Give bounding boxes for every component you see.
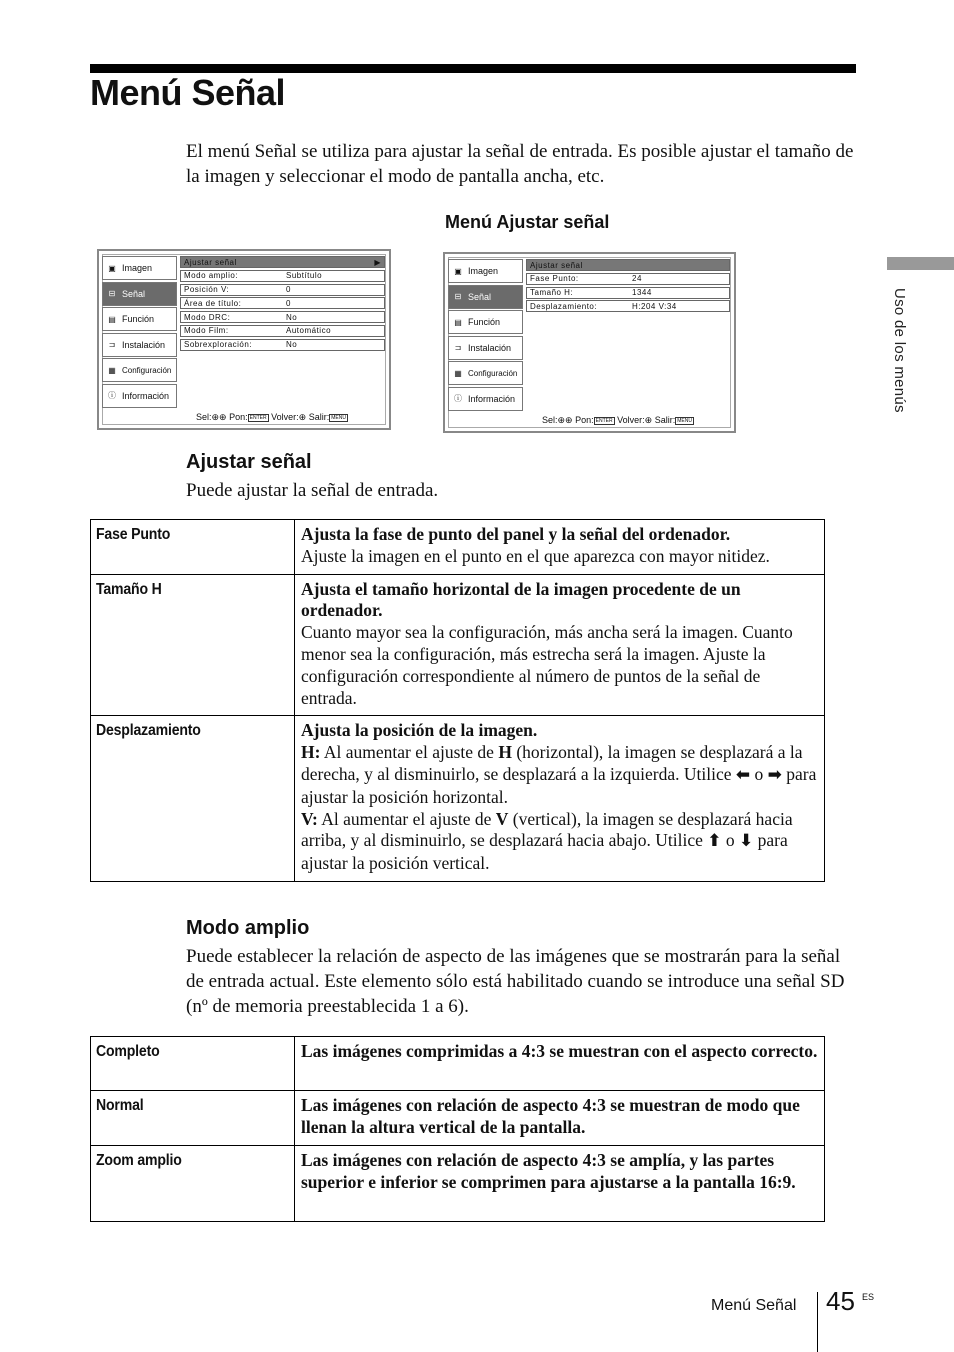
menu-header-row[interactable]: Ajustar señal	[526, 259, 730, 271]
row-label: Zoom amplio	[91, 1146, 295, 1222]
menu-rows	[180, 256, 385, 353]
row-description: Las imágenes comprimidas a 4:3 se muestran con el aspecto correcto.	[295, 1037, 825, 1091]
menu-row[interactable]: Tamaño H: 1344	[526, 287, 730, 299]
setup-icon: ▦	[108, 365, 116, 375]
arrow-down-icon: ⬇	[738, 831, 754, 852]
installation-icon: ⊐	[108, 340, 116, 350]
screen-footer: Sel:⊕⊕ Pon: ENTER Volver:⊕ Salir: MENU	[196, 412, 346, 422]
table-row	[91, 716, 825, 882]
row-description: Ajusta la posición de la imagen. H: Al aumentar el ajuste de H (horizontal), la imagen se desplazará a la derecha, y al disminuirlo, se desplazará a la izquierda. Utilice ⬅ o ➡ para ajustar la posición horizontal. V: Al aumentar el ajuste de V (vertical), la imagen se desplazará hacia arriba, y al disminuirlo, se desplazará hacia abajo. Utilice ⬆ o ⬇ para ajustar la posición vertical.	[295, 716, 825, 882]
tab-funcion[interactable]: ▤ Función	[102, 307, 177, 331]
tab-informacion[interactable]: ⓘ Información	[448, 387, 523, 411]
tab-informacion[interactable]: ⓘ Información	[102, 384, 177, 408]
menu-caption: Menú Ajustar señal	[445, 212, 610, 232]
installation-icon: ⊐	[454, 343, 462, 353]
arrow-right-icon: ➡	[767, 764, 782, 785]
row-description: Las imágenes con relación de aspecto 4:3 se muestran de modo que llenan la altura vertical de la pantalla.	[295, 1091, 825, 1146]
updown-icon: ⊕⊕	[211, 412, 227, 422]
row-label: Completo	[91, 1037, 295, 1091]
menu-tabs	[448, 259, 523, 413]
function-icon: ▤	[108, 314, 116, 324]
tab-senal[interactable]: ⊟ Señal	[448, 285, 523, 309]
menu-row[interactable]: Fase Punto: 24	[526, 273, 730, 285]
table-row	[91, 1146, 825, 1222]
section-tab	[887, 257, 954, 270]
menu-screen-1	[97, 249, 391, 430]
side-label: Uso de los menús	[891, 288, 908, 413]
tab-configuracion[interactable]: ▦ Configuración	[102, 358, 177, 382]
tab-senal[interactable]: ⊟ Señal	[102, 282, 177, 306]
menu-row[interactable]: Modo Film: Automático	[180, 325, 385, 337]
footer-section-label: Menú Señal	[711, 1297, 797, 1314]
image-icon: ▣	[108, 263, 116, 273]
ajustar-heading: Ajustar señal	[186, 451, 312, 473]
tab-funcion[interactable]: ▤ Función	[448, 310, 523, 334]
footer-divider	[817, 1292, 818, 1352]
tab-instalacion[interactable]: ⊐ Instalación	[448, 336, 523, 360]
modo-heading: Modo amplio	[186, 917, 310, 939]
ajustar-text: Puede ajustar la señal de entrada.	[186, 480, 439, 501]
page-title: Menú Señal	[90, 72, 286, 113]
enter-key: ENTER	[595, 417, 613, 424]
setup-icon: ▦	[454, 368, 462, 378]
table-row	[91, 520, 825, 575]
menu-header-row[interactable]: Ajustar señal ▶	[180, 256, 385, 268]
menu-row[interactable]: Desplazamiento: H:204 V:34	[526, 300, 730, 312]
updown-icon: ⊕⊕	[557, 415, 573, 425]
arrow-up-icon: ⬆	[707, 831, 722, 852]
back-icon: ⊕	[644, 415, 653, 425]
info-icon: ⓘ	[454, 394, 462, 404]
signal-icon: ⊟	[454, 292, 462, 302]
menu-key: MENU	[331, 414, 346, 421]
intro-text: El menú Señal se utiliza para ajustar la señal de entrada. Es posible ajustar el tamaño de la imagen y seleccionar el modo de pantalla ancha, etc.	[186, 141, 854, 187]
menu-row[interactable]: Modo amplio: Subtítulo	[180, 270, 385, 282]
signal-icon: ⊟	[108, 289, 116, 299]
modo-text: Puede establecer la relación de aspecto de las imágenes que se mostrarán para la señal de entrada actual. Este elemento sólo está habilitado cuando se introduce una señal SD (nº de memoria preestablecida 1 a 6).	[186, 946, 845, 1017]
tab-configuracion[interactable]: ▦ Configuración	[448, 361, 523, 385]
menu-row[interactable]: Área de título: 0	[180, 297, 385, 309]
menu-row[interactable]: Posición V: 0	[180, 284, 385, 296]
row-label: Tamaño H	[91, 574, 295, 716]
row-label: Fase Punto	[91, 520, 295, 575]
tab-instalacion[interactable]: ⊐ Instalación	[102, 333, 177, 357]
language-code: ES	[862, 1292, 875, 1302]
enter-key: ENTER	[249, 414, 267, 421]
image-icon: ▣	[454, 266, 462, 276]
menu-key: MENU	[677, 417, 692, 424]
function-icon: ▤	[454, 317, 462, 327]
menu-rows	[526, 259, 730, 314]
modo-table	[90, 1036, 825, 1222]
screen-footer: Sel:⊕⊕ Pon: ENTER Volver:⊕ Salir: MENU	[542, 415, 692, 425]
page-number: 45	[826, 1286, 855, 1316]
info-icon: ⓘ	[108, 391, 116, 401]
ajustar-table	[90, 519, 825, 882]
tab-imagen[interactable]: ▣ Imagen	[448, 259, 523, 283]
row-description: Ajusta el tamaño horizontal de la imagen procedente de un ordenador. Cuanto mayor sea la configuración, más ancha será la imagen. Cuanto menor sea la configuración, más estrecha será la imagen. Ajuste la configuración correspondiente al número de puntos de la señal de entrada.	[295, 574, 825, 716]
row-description: Las imágenes con relación de aspecto 4:3 se amplía, y las partes superior e inferior se comprimen para ajustarse a la pantalla 16:9.	[295, 1146, 825, 1222]
row-description: Ajusta la fase de punto del panel y la señal del ordenador. Ajuste la imagen en el punto en el que aparezca con mayor nitidez.	[295, 520, 825, 575]
table-row	[91, 1037, 825, 1091]
menu-row[interactable]: Sobrexploración: No	[180, 339, 385, 351]
table-row	[91, 1091, 825, 1146]
row-label: Desplazamiento	[91, 716, 295, 882]
tab-imagen[interactable]: ▣ Imagen	[102, 256, 177, 280]
menu-screen-2	[443, 252, 736, 433]
arrow-left-icon: ⬅	[735, 764, 751, 785]
table-row	[91, 574, 825, 716]
menu-row[interactable]: Modo DRC: No	[180, 311, 385, 323]
arrow-right-icon: ▶	[374, 257, 381, 267]
row-label: Normal	[91, 1091, 295, 1146]
back-icon: ⊕	[298, 412, 307, 422]
menu-tabs	[102, 256, 177, 410]
